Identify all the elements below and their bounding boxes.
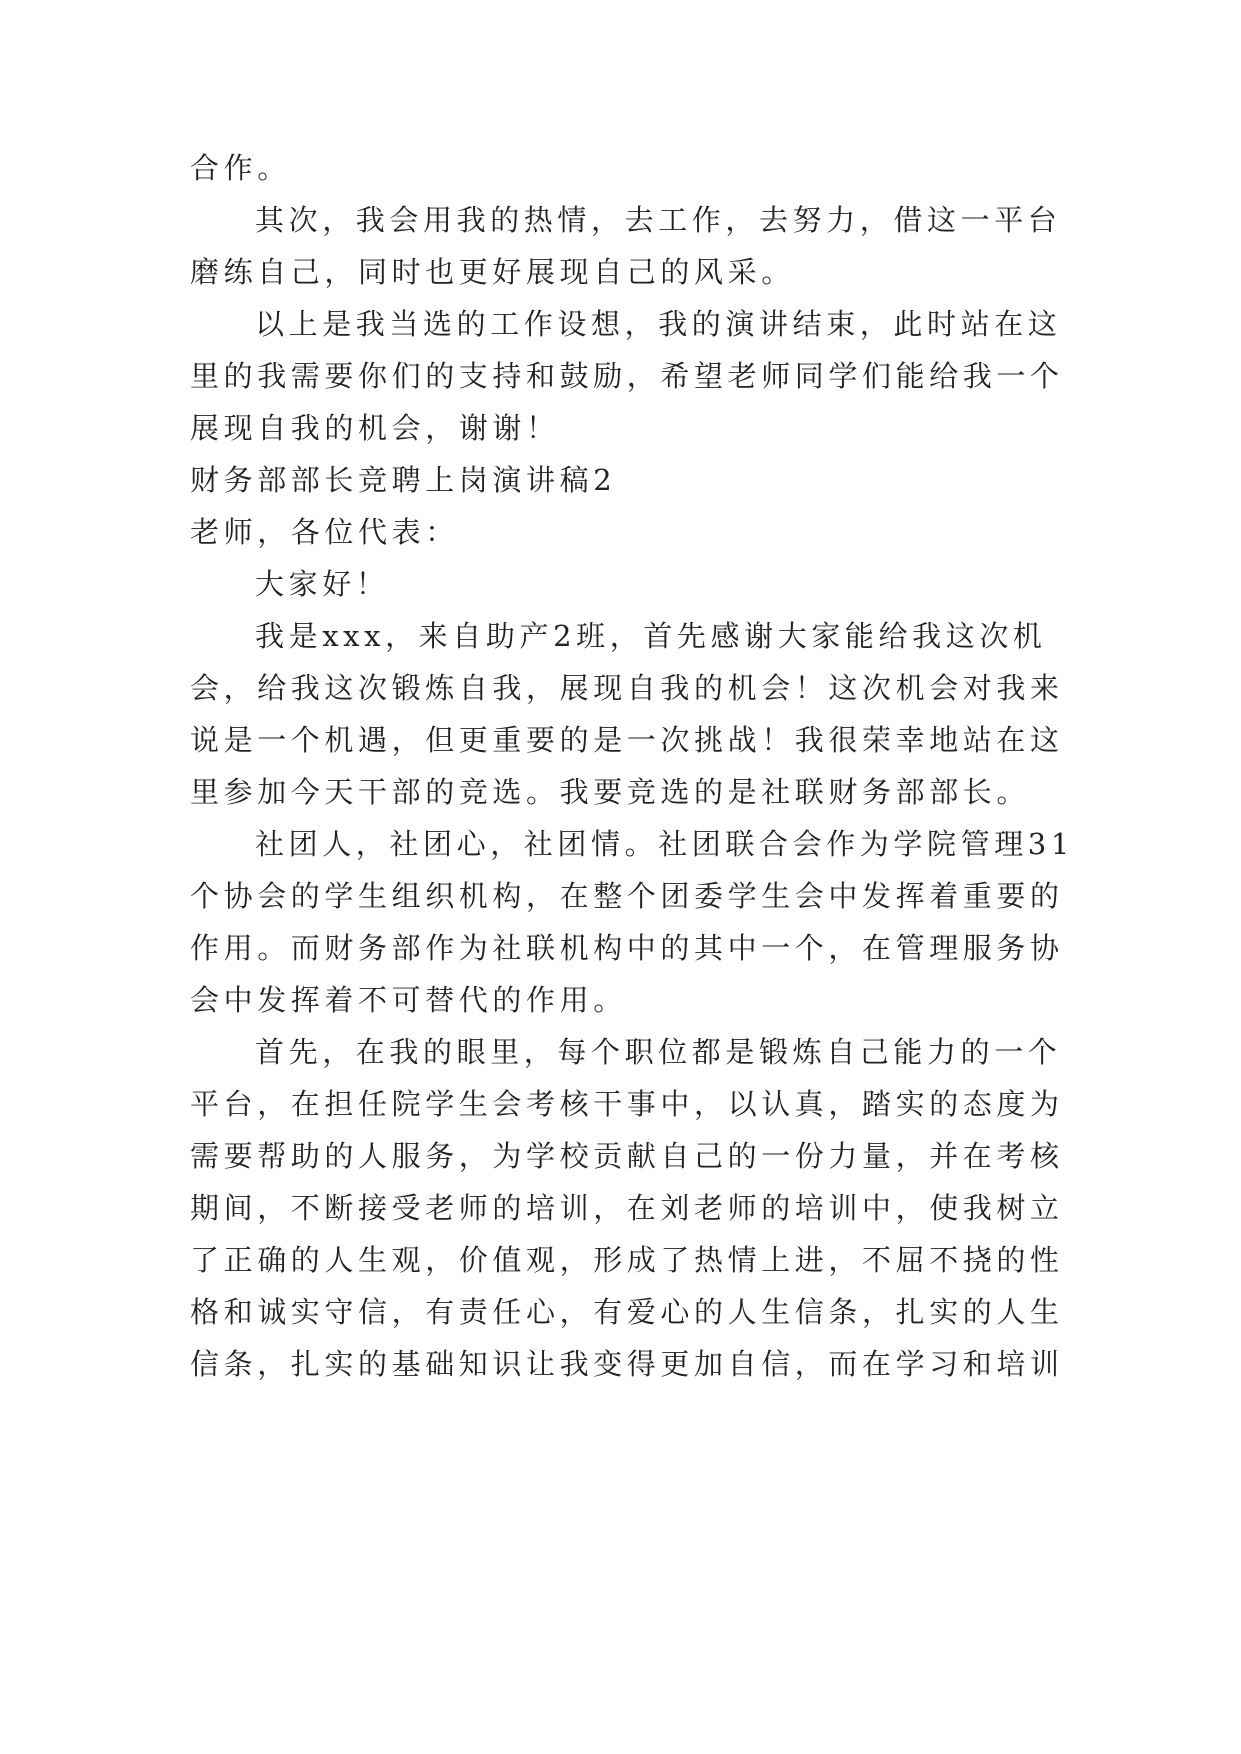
text-line: 个协会的学生组织机构，在整个团委学生会中发挥着重要的	[190, 879, 1064, 913]
paragraph-start-line: 其次，我会用我的热情，去工作，去努力，借这一平台	[255, 203, 1062, 237]
text-line: 了正确的人生观，价值观，形成了热情上进，不屈不挠的性	[190, 1243, 1064, 1277]
text-line: 里的我需要你们的支持和鼓励，希望老师同学们能给我一个	[190, 359, 1064, 393]
text-line: 格和诚实守信，有责任心，有爱心的人生信条，扎实的人生	[190, 1295, 1064, 1329]
text-line: 展现自我的机会，谢谢！	[190, 411, 560, 445]
greeting: 大家好！	[255, 567, 390, 601]
text-line: 需要帮助的人服务，为学校贡献自己的一份力量，并在考核	[190, 1139, 1064, 1173]
text-line: 平台，在担任院学生会考核干事中，以认真，踏实的态度为	[190, 1087, 1064, 1121]
paragraph-start-line: 以上是我当选的工作设想，我的演讲结束，此时站在这	[255, 307, 1062, 341]
text-line: 信条，扎实的基础知识让我变得更加自信，而在学习和培训	[190, 1347, 1064, 1381]
text-line: 里参加今天干部的竞选。我要竞选的是社联财务部部长。	[190, 775, 1031, 809]
text-line: 合作。	[190, 151, 291, 185]
text-line: 磨练自己，同时也更好展现自己的风采。	[190, 255, 795, 289]
text-line: 说是一个机遇，但更重要的是一次挑战！我很荣幸地站在这	[190, 723, 1064, 757]
document-heading: 财务部部长竞聘上岗演讲稿2	[190, 463, 617, 497]
paragraph-start-line: 社团人，社团心，社团情。社团联合会作为学院管理31	[255, 827, 1074, 861]
paragraph-start-line: 我是xxx，来自助产2班，首先感谢大家能给我这次机	[255, 619, 1047, 653]
text-line: 会中发挥着不可替代的作用。	[190, 983, 627, 1017]
text-line: 会，给我这次锻炼自我，展现自我的机会！这次机会对我来	[190, 671, 1064, 705]
salutation: 老师，各位代表：	[190, 515, 459, 549]
text-line: 期间，不断接受老师的培训，在刘老师的培训中，使我树立	[190, 1191, 1064, 1225]
text-line: 作用。而财务部作为社联机构中的其中一个，在管理服务协	[190, 931, 1064, 965]
paragraph-start-line: 首先，在我的眼里，每个职位都是锻炼自己能力的一个	[255, 1035, 1062, 1069]
